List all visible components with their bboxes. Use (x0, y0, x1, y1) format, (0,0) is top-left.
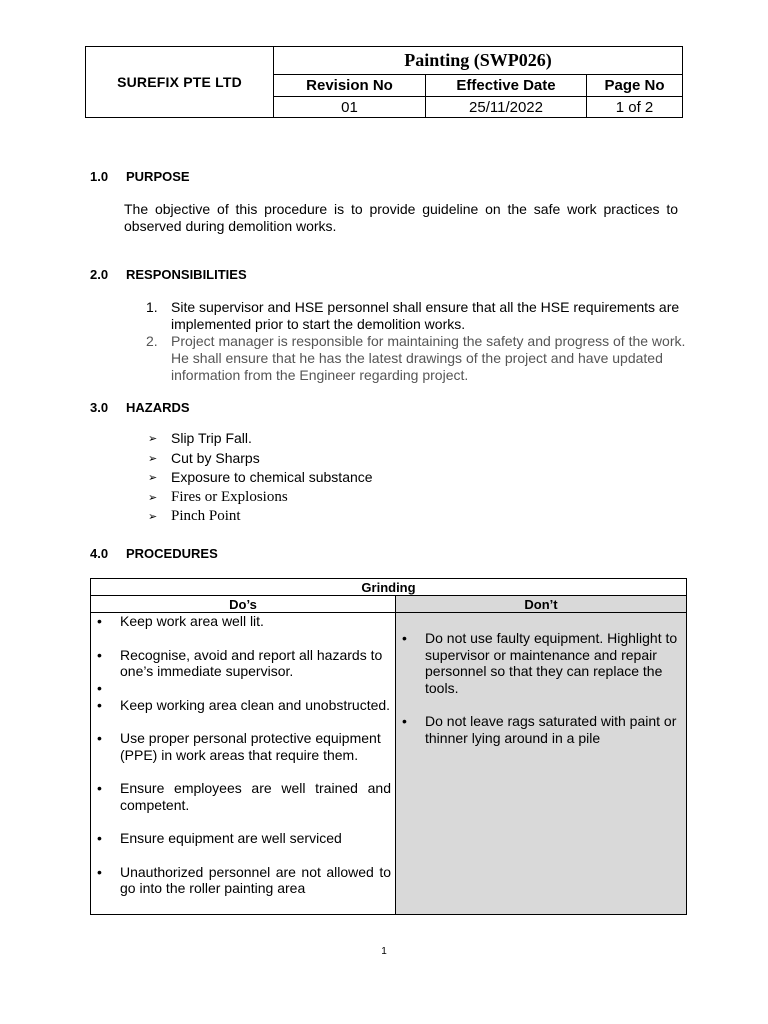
arrow-bullet-icon: ➢ (148, 471, 158, 485)
hazards-list (148, 429, 373, 527)
section-title: PURPOSE (126, 169, 190, 184)
item-text: Project manager is responsible for maintaining the safety and progress of the work. He shall ensure that he has the latest drawings of the project and have updated information from the Engineer regarding project. (171, 333, 686, 383)
dos-header: Do’s (91, 596, 396, 613)
responsibilities-list (146, 299, 686, 384)
item-text: Ensure equipment are well serviced (120, 830, 342, 846)
document-header (85, 46, 683, 118)
item-text: Do not use faulty equipment. Highlight to supervisor or maintenance and repair personnel so that they can replace the tools. (425, 630, 678, 696)
revision-label: Revision No (274, 75, 426, 97)
list-item (146, 333, 686, 384)
item-text (120, 680, 395, 697)
item-text: Pinch Point (171, 508, 241, 525)
bullet-icon: • (97, 863, 102, 880)
section-procedures-heading (90, 546, 218, 561)
procedures-table (90, 578, 687, 915)
list-item (91, 647, 395, 680)
item-number: 1. (146, 299, 158, 315)
page-number: 1 (381, 946, 387, 957)
item-number: 2. (146, 333, 158, 349)
bullet-icon: • (97, 696, 102, 713)
item-text: Keep working area clean and unobstructed. (120, 696, 391, 713)
table-caption: Grinding (91, 579, 687, 596)
item-text: Keep work area well lit. (120, 613, 264, 629)
bullet-icon: • (97, 646, 102, 663)
item-text: Ensure employees are well trained and competent. (120, 780, 391, 813)
revision-value: 01 (274, 97, 426, 118)
item-text: Slip Trip Fall. (171, 430, 252, 447)
dos-list (91, 613, 395, 897)
dos-cell (91, 613, 396, 915)
effective-date-value: 25/11/2022 (426, 97, 587, 118)
document-title: Painting (SWP026) (274, 47, 683, 75)
list-item (91, 864, 395, 897)
donts-header: Don’t (396, 596, 687, 613)
list-item (91, 613, 395, 630)
company-name: SUREFIX PTE LTD (86, 47, 274, 118)
donts-list (396, 630, 686, 746)
section-title: PROCEDURES (126, 546, 218, 561)
section-number: 1.0 (90, 169, 109, 184)
list-item (91, 780, 395, 813)
item-text: Recognise, avoid and report all hazards to one’s immediate supervisor. (120, 646, 383, 679)
arrow-bullet-icon: ➢ (148, 490, 158, 504)
bullet-icon: • (97, 679, 102, 696)
list-item (396, 713, 686, 746)
purpose-paragraph: The objective of this procedure is to provide guideline on the safe work practices to observed during demolition works. (124, 201, 678, 234)
list-item (91, 830, 395, 847)
arrow-bullet-icon: ➢ (148, 451, 158, 465)
list-item (148, 429, 373, 449)
donts-cell (396, 613, 687, 915)
item-text: Cut by Sharps (171, 449, 260, 466)
list-item (148, 507, 373, 527)
section-title: HAZARDS (126, 400, 190, 415)
bullet-icon: • (97, 830, 102, 846)
list-item (148, 488, 373, 508)
item-text: Fires or Explosions (171, 488, 288, 505)
section-hazards-heading (90, 400, 190, 415)
item-text: Unauthorized personnel are not allowed to go into the roller painting area (120, 863, 391, 896)
bullet-icon: • (97, 780, 102, 796)
section-purpose-heading (90, 169, 190, 184)
list-item (91, 730, 395, 763)
effective-date-label: Effective Date (426, 75, 587, 97)
item-text: Use proper personal protective equipment (PPE) in work areas that require them. (120, 730, 381, 763)
section-number: 2.0 (90, 267, 109, 282)
arrow-bullet-icon: ➢ (148, 432, 158, 446)
list-item (396, 630, 686, 696)
section-number: 3.0 (90, 400, 109, 415)
item-text: Site supervisor and HSE personnel shall ensure that all the HSE requirements are implemented prior to start the demolition works. (171, 299, 680, 332)
list-item (148, 468, 373, 488)
arrow-bullet-icon: ➢ (148, 510, 158, 524)
list-item (146, 299, 686, 333)
list-item (91, 680, 395, 697)
bullet-icon: • (97, 613, 102, 629)
item-text: Do not leave rags saturated with paint or thinner lying around in a pile (425, 713, 677, 746)
page-no-value: 1 of 2 (587, 97, 683, 118)
bullet-icon: • (97, 730, 102, 746)
section-title: RESPONSIBILITIES (126, 267, 247, 282)
item-text: Exposure to chemical substance (171, 469, 373, 486)
bullet-icon: • (402, 630, 407, 646)
section-number: 4.0 (90, 546, 109, 561)
list-item (148, 449, 373, 469)
list-item (91, 697, 395, 714)
bullet-icon: • (402, 713, 407, 729)
page-no-label: Page No (587, 75, 683, 97)
section-responsibilities-heading (90, 267, 247, 282)
